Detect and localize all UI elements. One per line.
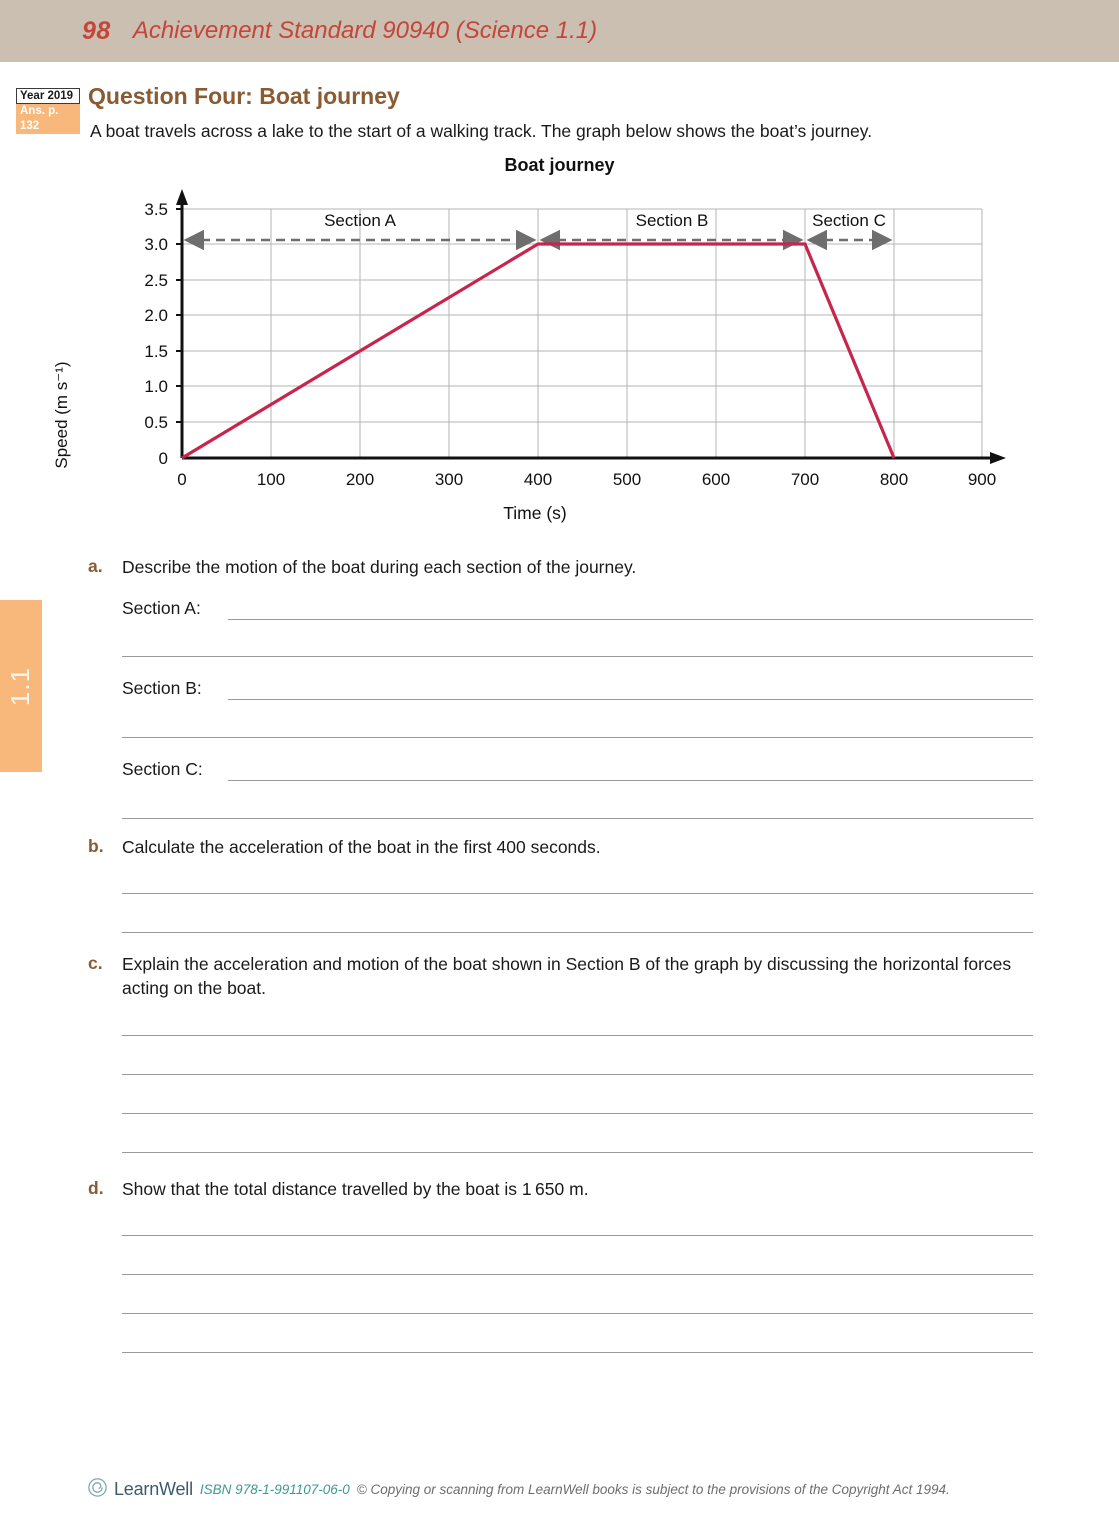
x-tick-label: 900 xyxy=(967,470,997,489)
x-tick-label: 800 xyxy=(879,470,909,489)
answer-line-b2[interactable] xyxy=(122,737,1033,738)
answer-line-c2[interactable] xyxy=(122,818,1033,819)
part-d-letter: d. xyxy=(88,1178,104,1198)
part-b-letter: b. xyxy=(88,836,104,856)
footer-isbn: ISBN 978-1-991107-06-0 xyxy=(199,1481,350,1497)
chart-gridlines xyxy=(182,209,982,458)
header-title: Achievement Standard 90940 (Science 1.1) xyxy=(132,17,598,44)
part-d-text: Show that the total distance travelled by the boat is 1 650 m. xyxy=(122,1179,589,1199)
y-tick-label: 2.5 xyxy=(144,271,168,290)
part-a-text: Describe the motion of the boat during each section of the journey. xyxy=(122,557,637,577)
part-a-letter: a. xyxy=(88,556,103,576)
x-tick-label: 300 xyxy=(434,470,464,489)
year-answer-badge xyxy=(16,88,80,134)
answer-line-d-1[interactable] xyxy=(122,1235,1033,1236)
x-tick-label: 600 xyxy=(701,470,731,489)
section-a-label: Section A xyxy=(324,211,396,230)
y-tick-label: 3.0 xyxy=(144,235,168,254)
answer-line-c-4[interactable] xyxy=(122,1152,1033,1153)
y-tick-label: 2.0 xyxy=(144,306,168,325)
chart-title: Boat journey xyxy=(504,155,615,175)
part-c-text: Explain the acceleration and motion of the boat shown in Section B of the graph by discussing the horizontal forces acting on the boat. xyxy=(122,954,1012,998)
page-header-band xyxy=(0,0,1119,62)
y-tick-label: 1.5 xyxy=(144,342,168,361)
section-c-answer-label: Section C: xyxy=(122,759,203,779)
y-tick-label: 1.0 xyxy=(144,377,168,396)
part-b-text: Calculate the acceleration of the boat in the first 400 seconds. xyxy=(122,837,601,857)
answer-line-b1[interactable] xyxy=(228,699,1033,700)
y-tick-label: 3.5 xyxy=(144,200,168,219)
chart-svg xyxy=(0,155,1119,515)
question-heading: Question Four: Boat journey xyxy=(88,83,400,109)
badge-answer-line: Ans. p. 132 xyxy=(16,104,80,134)
question-part-d xyxy=(88,1178,1038,1202)
chart-y-axis-label: Speed (m s⁻¹) xyxy=(52,361,71,469)
answer-line-a1[interactable] xyxy=(228,619,1033,620)
x-tick-label: 200 xyxy=(345,470,375,489)
answer-line-b-1[interactable] xyxy=(122,893,1033,894)
section-c-label: Section C xyxy=(812,211,886,230)
answer-line-c-1[interactable] xyxy=(122,1035,1033,1036)
section-labels xyxy=(324,211,886,230)
chart-x-axis-label: Time (s) xyxy=(503,503,567,523)
answer-line-d-3[interactable] xyxy=(122,1313,1033,1314)
section-b-answer-label: Section B: xyxy=(122,678,202,698)
learnwell-spiral-icon xyxy=(88,1478,107,1500)
x-tick-label: 100 xyxy=(256,470,286,489)
answer-line-d-4[interactable] xyxy=(122,1352,1033,1353)
answer-line-c1[interactable] xyxy=(228,780,1033,781)
question-part-a xyxy=(88,556,1038,580)
answer-line-b-2[interactable] xyxy=(122,932,1033,933)
y-tick-label: 0.5 xyxy=(144,413,168,432)
section-a-answer-label: Section A: xyxy=(122,598,201,618)
side-tab-label: 1.1 xyxy=(5,666,36,706)
question-intro: A boat travels across a lake to the start of a walking track. The graph below shows the boat’s journey. xyxy=(90,121,873,141)
chart-y-ticklabels xyxy=(144,200,168,468)
question-part-b xyxy=(88,836,1038,860)
boat-journey-chart xyxy=(0,155,1119,545)
section-b-label: Section B xyxy=(635,211,709,230)
side-tab-standard xyxy=(0,600,42,772)
chart-axes xyxy=(176,189,1006,464)
page-number: 98 xyxy=(82,16,111,45)
answer-line-c-3[interactable] xyxy=(122,1113,1033,1114)
x-tick-label: 700 xyxy=(790,470,820,489)
answer-line-a2[interactable] xyxy=(122,656,1033,657)
chart-x-ticklabels xyxy=(177,470,996,489)
x-tick-label: 0 xyxy=(177,470,187,489)
page-footer xyxy=(88,1478,950,1500)
question-part-c xyxy=(88,953,1038,1000)
footer-copyright: © Copying or scanning from LearnWell books is subject to the provisions of the Copyright Act 1994. xyxy=(356,1481,950,1497)
answer-line-d-2[interactable] xyxy=(122,1274,1033,1275)
x-tick-label: 400 xyxy=(523,470,553,489)
y-tick-label: 0 xyxy=(158,449,168,468)
part-c-letter: c. xyxy=(88,953,103,973)
badge-year-line: Year 2019 xyxy=(16,88,80,104)
footer-brand: LearnWell xyxy=(114,1478,193,1499)
answer-line-c-2[interactable] xyxy=(122,1074,1033,1075)
x-tick-label: 500 xyxy=(612,470,642,489)
